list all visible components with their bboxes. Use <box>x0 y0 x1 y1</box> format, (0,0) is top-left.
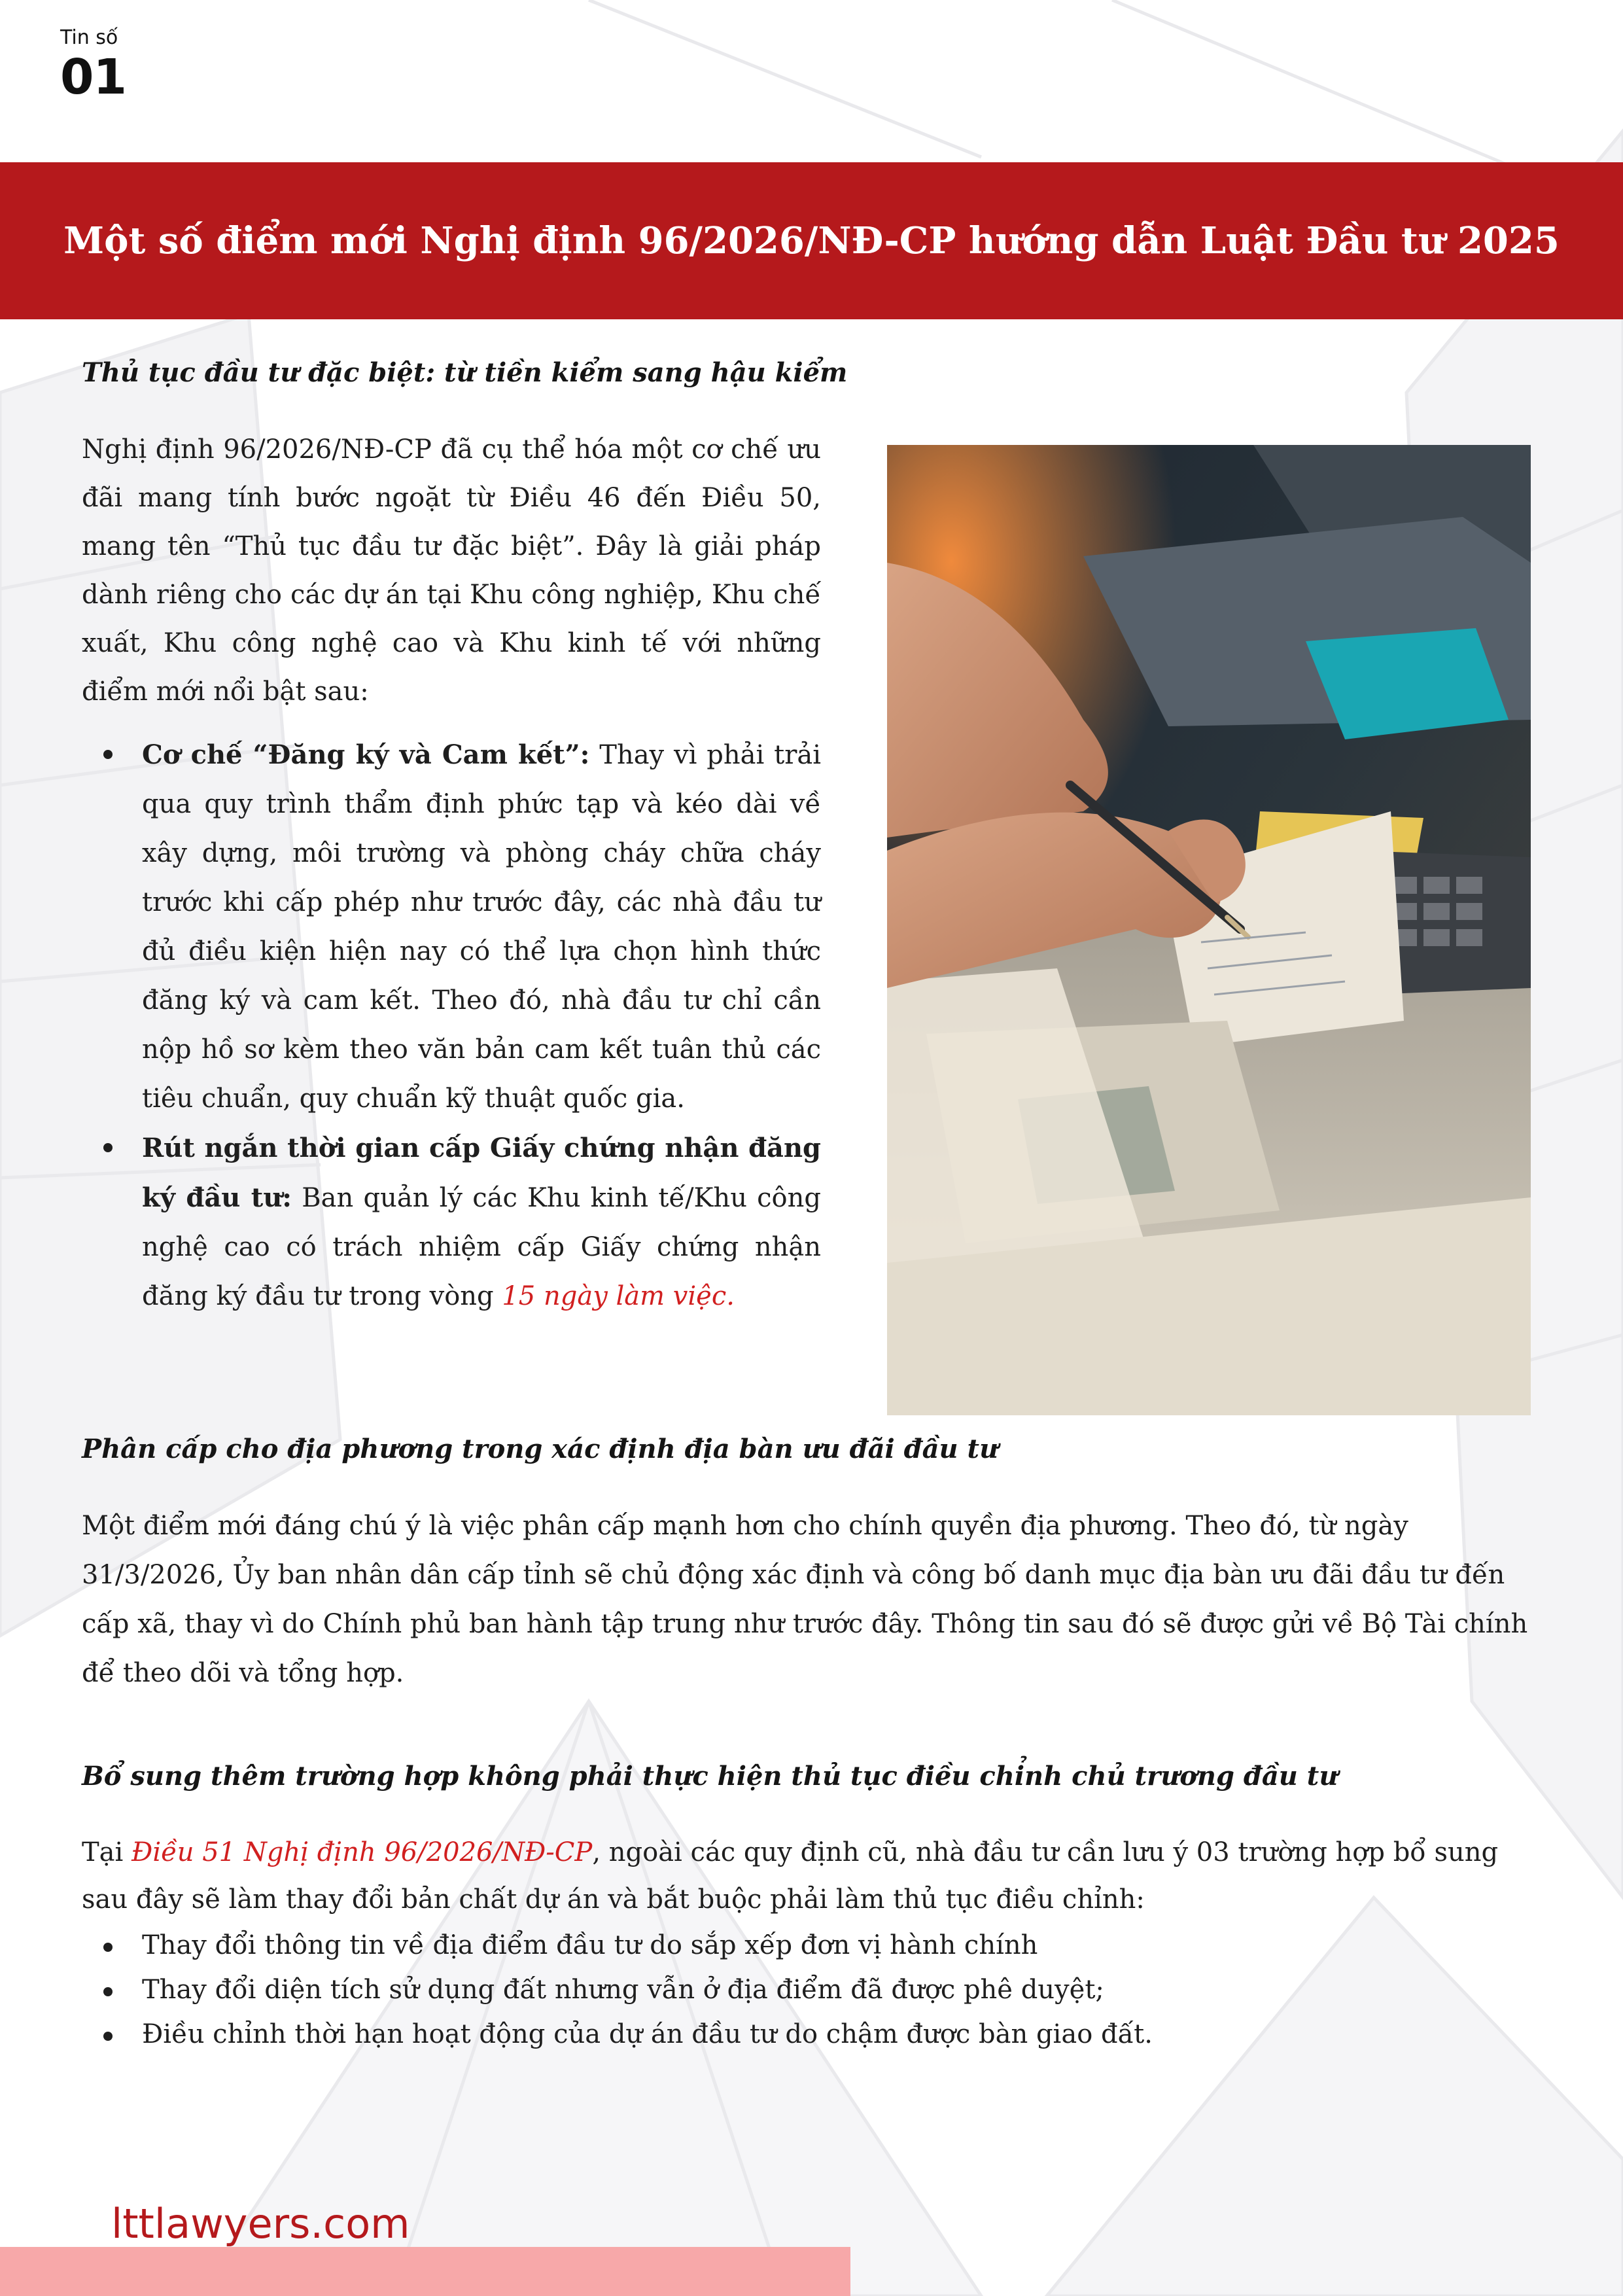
section2 <box>82 1430 1531 1698</box>
section3-bullet-list <box>82 1923 1531 2057</box>
list-item <box>82 730 821 1123</box>
list-item <box>82 1923 1531 1968</box>
list-item <box>82 1968 1531 2012</box>
section1-bullet-list <box>82 730 821 1321</box>
section3-body <box>82 1829 1531 1923</box>
issue-marker <box>60 25 126 103</box>
bullet-dot-icon <box>103 2032 113 2041</box>
list-item <box>82 1123 821 1321</box>
bullet-title: Rút ngắn thời gian cấp Giấy chứng nhận đăng ký đầu tư: <box>142 1133 821 1213</box>
bullet-title: Cơ chế “Đăng ký và Cam kết”: <box>142 739 590 770</box>
article-reference-link: Điều 51 Nghị định 96/2026/NĐ-CP <box>131 1837 593 1867</box>
page-title: Một số điểm mới Nghị định 96/2026/NĐ-CP hướng dẫn Luật Đầu tư 2025 <box>63 219 1560 262</box>
section1-heading: Thủ tục đầu tư đặc biệt: từ tiền kiểm sang hậu kiểm <box>82 357 848 388</box>
document-signing-photo <box>887 445 1531 1415</box>
section1-text-column <box>82 425 821 1321</box>
article-content <box>82 353 1531 2057</box>
section1-columns <box>82 425 1531 1415</box>
list-item <box>82 2012 1531 2057</box>
deadline-highlight: 15 ngày làm việc. <box>502 1281 735 1311</box>
bullet-dot-icon <box>103 750 113 759</box>
section3-body-prefix: Tại <box>82 1837 132 1867</box>
bullet-text: Ban quản lý các Khu kinh tế/Khu công nghệ cao có trách nhiệm cấp Giấy chứng nhận đăng ký đầu tư trong vòng <box>142 1183 821 1311</box>
section2-heading: Phân cấp cho địa phương trong xác định địa bàn ưu đãi đầu tư <box>82 1434 999 1464</box>
section1-intro: Nghị định 96/2026/NĐ-CP đã cụ thể hóa một cơ chế ưu đãi mang tính bước ngoặt từ Điều 46 đến Điều 50, mang tên “Thủ tục đầu tư đặc biệt”. Đây là giải pháp dành riêng cho các dự án tại Khu công nghiệp, Khu chế xuất, Khu công nghệ cao và Khu kinh tế với những điểm mới nổi bật sau: <box>82 434 821 707</box>
section3-heading: Bổ sung thêm trường hợp không phải thực hiện thủ tục điều chỉnh chủ trương đầu tư <box>82 1761 1338 1792</box>
section3 <box>82 1757 1531 2057</box>
bullet-text: Thay đổi thông tin về địa điểm đầu tư do sắp xếp đơn vị hành chính <box>142 1930 1038 1960</box>
bullet-text: Điều chỉnh thời hạn hoạt động của dự án đầu tư do chậm được bàn giao đất. <box>142 2019 1153 2049</box>
issue-number: 01 <box>60 49 126 105</box>
issue-label: Tin số <box>60 26 118 49</box>
bullet-dot-icon <box>103 1943 113 1952</box>
section2-body: Một điểm mới đáng chú ý là việc phân cấp mạnh hơn cho chính quyền địa phương. Theo đó, từ ngày 31/3/2026, Ủy ban nhân dân cấp tỉnh sẽ chủ động xác định và công bố danh mục địa bàn ưu đãi đầu tư đến cấp xã, thay vì do Chính phủ ban hành tập trung như trước đây. Thông tin sau đó sẽ được gửi về Bộ Tài chính để theo dõi và tổng hợp. <box>82 1511 1528 1688</box>
title-banner <box>0 162 1623 319</box>
footer-band <box>0 2247 850 2296</box>
bullet-text: Thay đổi diện tích sử dụng đất nhưng vẫn ở địa điểm đã được phê duyệt; <box>142 1975 1104 2005</box>
bullet-text: Thay vì phải trải qua quy trình thẩm định phức tạp và kéo dài về xây dựng, môi trường và phòng cháy chữa cháy trước khi cấp phép như trước đây, các nhà đầu tư đủ điều kiện hiện nay có thể lựa chọn hình thức đăng ký và cam kết. Theo đó, nhà đầu tư chỉ cần nộp hồ sơ kèm theo văn bản cam kết tuân thủ các tiêu chuẩn, quy chuẩn kỹ thuật quốc gia. <box>142 740 821 1114</box>
bullet-dot-icon <box>103 1987 113 1996</box>
bullet-dot-icon <box>103 1143 113 1152</box>
footer-website: lttlawyers.com <box>111 2200 410 2248</box>
section3-body-suffix: , ngoài các quy định cũ, nhà đầu tư cần lưu ý 03 trường hợp bổ sung sau đây sẽ làm thay đổi bản chất dự án và bắt buộc phải làm thủ tục điều chỉnh: <box>82 1837 1499 1915</box>
